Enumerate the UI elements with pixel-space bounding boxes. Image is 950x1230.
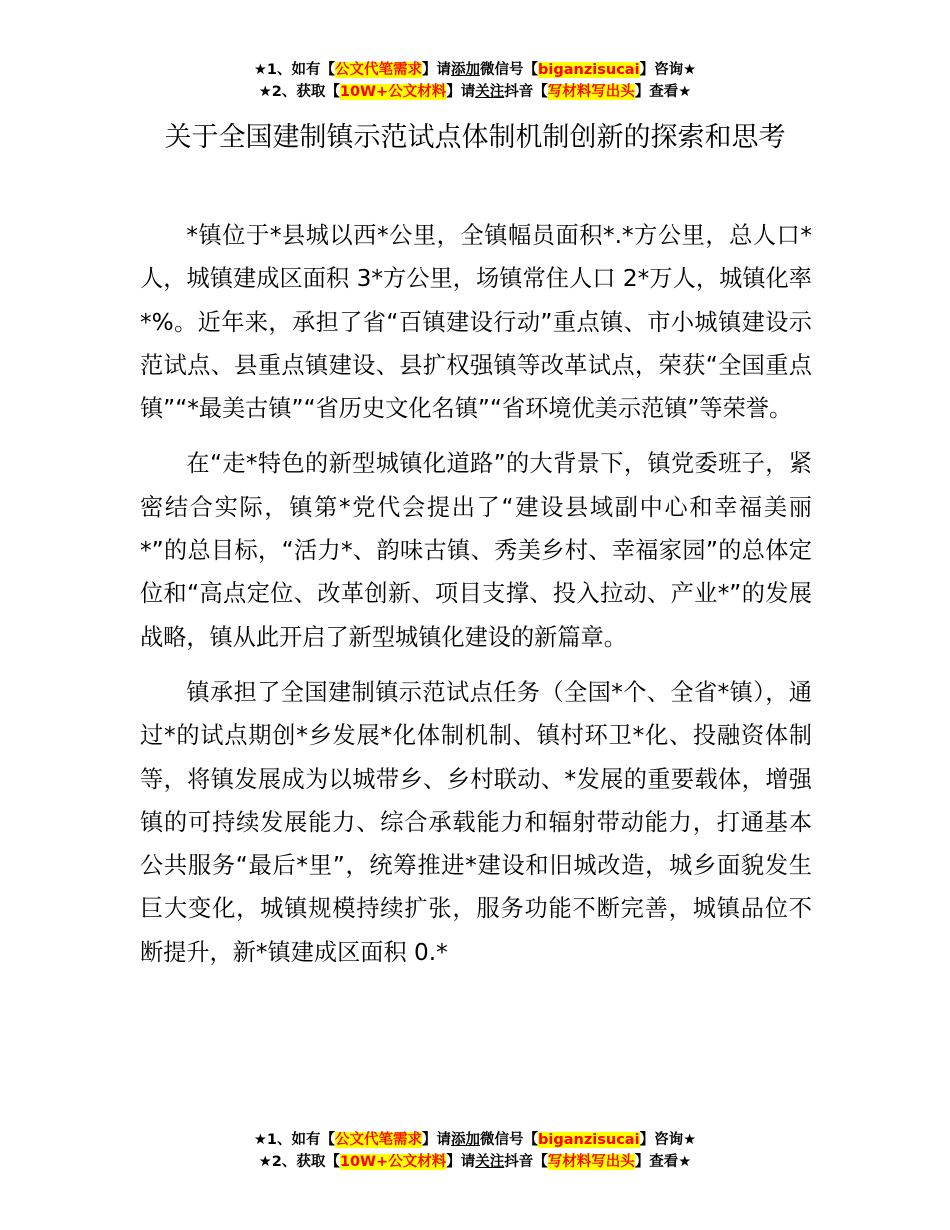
footer-banner bbox=[0, 1129, 950, 1173]
banner-text: 微信号【 bbox=[480, 62, 539, 78]
highlight-douyin-id: 写材料写出头 bbox=[547, 1154, 635, 1170]
banner-line-1 bbox=[0, 1129, 950, 1151]
highlight-douyin-id: 写材料写出头 bbox=[547, 84, 635, 100]
banner-text: 抖音【 bbox=[504, 1154, 548, 1170]
banner-line-2 bbox=[0, 81, 950, 103]
banner-text: ★2、获取【 bbox=[258, 84, 340, 100]
banner-text: ★1、如有【 bbox=[253, 1132, 336, 1148]
banner-text: 】查看★ bbox=[634, 1154, 692, 1170]
banner-text: 】请 bbox=[422, 1132, 452, 1148]
banner-emphasis: 关注 bbox=[475, 84, 505, 100]
header-banner bbox=[0, 59, 950, 103]
banner-text: 】查看★ bbox=[634, 84, 692, 100]
banner-emphasis: 关注 bbox=[475, 1154, 505, 1170]
banner-emphasis: 添加 bbox=[451, 62, 481, 78]
banner-text: 】咨询★ bbox=[639, 1132, 697, 1148]
highlight-materials: 10W+公文材料 bbox=[339, 1154, 447, 1170]
banner-line-1 bbox=[0, 59, 950, 81]
banner-text: 】咨询★ bbox=[639, 62, 697, 78]
banner-emphasis: 添加 bbox=[451, 1132, 481, 1148]
banner-text: 微信号【 bbox=[480, 1132, 539, 1148]
banner-text: 】请 bbox=[446, 84, 476, 100]
banner-text: 】请 bbox=[422, 62, 452, 78]
banner-text: ★1、如有【 bbox=[253, 62, 336, 78]
document-title: 关于全国建制镇示范试点体制机制创新的探索和思考 bbox=[164, 122, 786, 153]
paragraph: 镇承担了全国建制镇示范试点任务（全国*个、全省*镇），通过*的试点期创*乡发展*化体制机制、镇村环卫*化、投融资体制等，将镇发展成为以城带乡、乡村联动、*发展的重要载体，增强镇的可持续发展能力、综合承载能力和辐射带动能力，打通基本公共服务“最后*里”，统筹推进*建设和旧城改造，城乡面貌发生巨大变化，城镇规模持续扩张，服务功能不断完善，城镇品位不断提升，新*镇建成区面积 0.* bbox=[140, 678, 812, 966]
highlight-wechat-id: biganzisucai bbox=[538, 62, 640, 78]
highlight-materials: 10W+公文材料 bbox=[339, 84, 447, 100]
banner-line-2 bbox=[0, 1151, 950, 1173]
banner-text: 抖音【 bbox=[504, 84, 548, 100]
banner-text: ★2、获取【 bbox=[258, 1154, 340, 1170]
paragraph: *镇位于*县城以西*公里，全镇幅员面积*.*方公里，总人口*人，城镇建成区面积 3*方公里，场镇常住人口 2*万人，城镇化率*%。近年来，承担了省“百镇建设行动”重点镇、市小城镇建设示范试点、县重点镇建设、县扩权强镇等改革试点，荣获“全国重点镇”“*最美古镇”“省历史文化名镇”“省环境优美示范镇”等荣誉。 bbox=[140, 222, 812, 423]
document-body bbox=[140, 214, 812, 986]
paragraph: 在“走*特色的新型城镇化道路”的大背景下，镇党委班子，紧密结合实际，镇第*党代会提出了“建设县域副中心和幸福美丽*”的总目标，“活力*、韵味古镇、秀美乡村、幸福家园”的总体定位和“高点定位、改革创新、项目支撑、投入拉动、产业*”的发展战略，镇从此开启了新型城镇化建设的新篇章。 bbox=[140, 450, 812, 651]
highlight-wechat-id: biganzisucai bbox=[538, 1132, 640, 1148]
highlight-ghostwriting: 公文代笔需求 bbox=[335, 62, 423, 78]
highlight-ghostwriting: 公文代笔需求 bbox=[335, 1132, 423, 1148]
banner-text: 】请 bbox=[446, 1154, 476, 1170]
